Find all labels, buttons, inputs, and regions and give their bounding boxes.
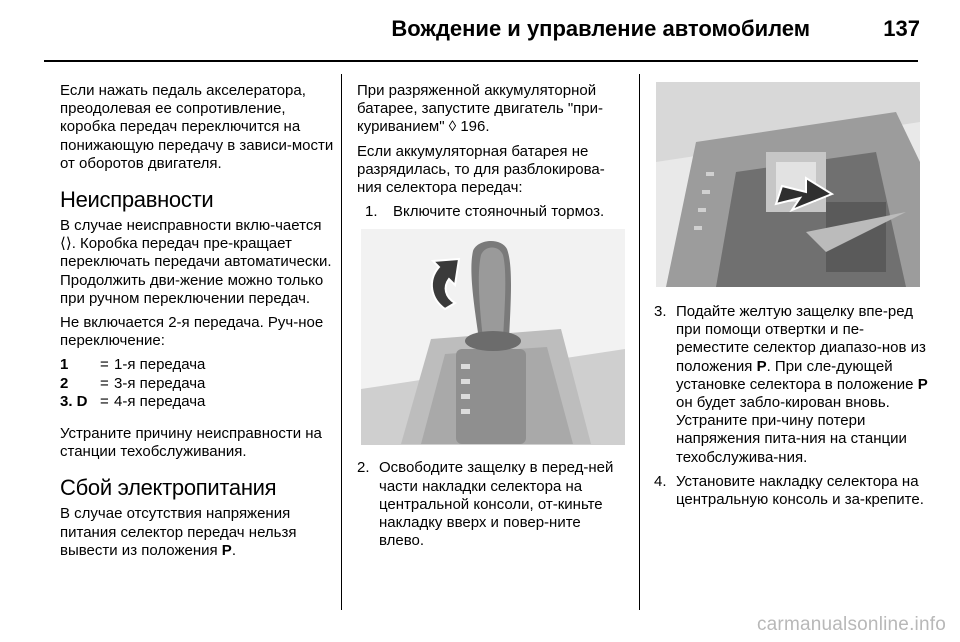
gear-table — [60, 356, 335, 411]
battery-paragraph-2: Если аккумуляторная батарея не разрядилась, то для разблокирова-ния селектора передач: — [357, 142, 605, 197]
transmission-fault-icon: ⟨⟩ — [60, 235, 72, 253]
header-divider — [44, 60, 918, 62]
column-2 — [357, 82, 624, 556]
column-divider-1 — [341, 74, 342, 610]
gear-selector-illustration — [361, 229, 625, 445]
column-divider-2 — [639, 74, 640, 610]
fault-heading: Неисправности — [60, 187, 214, 213]
page-title: Вождение и управление автомобилем — [391, 16, 810, 41]
power-failure-paragraph: В случае отсутствия напряжения питания селектор передач нельзя вывести из положения P. — [60, 505, 297, 559]
gear-row: 1 = 1-я передача — [60, 356, 206, 374]
selector-latch-illustration — [656, 82, 920, 287]
power-failure-heading: Сбой электропитания — [60, 475, 277, 501]
page-header — [0, 0, 960, 66]
column-3 — [654, 82, 929, 515]
step-1: 1. Включите стояночный тормоз. — [365, 203, 605, 221]
step-3: 3. Подайте желтую защелку впе-ред при помощи отвертки и пе-реместите селектор диапазо-нов из положения P. При сле-дующей установке селектора в положение P он будет забло-кирован вновь. Устраните при-чину потери напряжения пита-ния на станции техобслужива-ния. — [654, 303, 928, 466]
gear-row: 3. D = 4-я передача — [60, 392, 206, 410]
watermark: carmanualsonline.info — [756, 614, 946, 635]
fix-paragraph: Устраните причину неисправности на станции техобслуживания. — [60, 425, 322, 461]
fault-paragraph: В случае неисправности вклю-чается ⟨⟩. Коробка передач пре-кращает переключать передачи автоматически. Продолжить дви-жение можно только при ручном переключении передач. — [60, 217, 332, 307]
gear-row: 2 = 3-я передача — [60, 374, 206, 392]
column-1 — [60, 82, 335, 566]
intro-paragraph: Если нажать педаль акселератора, преодолевая ее сопротивление, коробка передач переключится на понижающую передачу в зависи-мости от оборотов двигателя. — [60, 82, 334, 172]
battery-paragraph: При разряженной аккумуляторной батарее, запустите двигатель "при-куриванием" ◊ 196. — [357, 82, 603, 136]
page-reference-icon: ◊ — [448, 118, 457, 136]
page-number: 137 — [883, 16, 920, 41]
gear2-paragraph: Не включается 2-я передача. Руч-ное переключение: — [60, 314, 324, 350]
step-4: 4. Установите накладку селектора на центральную консоль и за-крепите. — [654, 472, 924, 509]
step-2: 2. Освободите защелку в перед-ней части накладки селектора на центральной консоли, от-киньте накладку вверх и повер-ните влево. — [357, 459, 614, 550]
